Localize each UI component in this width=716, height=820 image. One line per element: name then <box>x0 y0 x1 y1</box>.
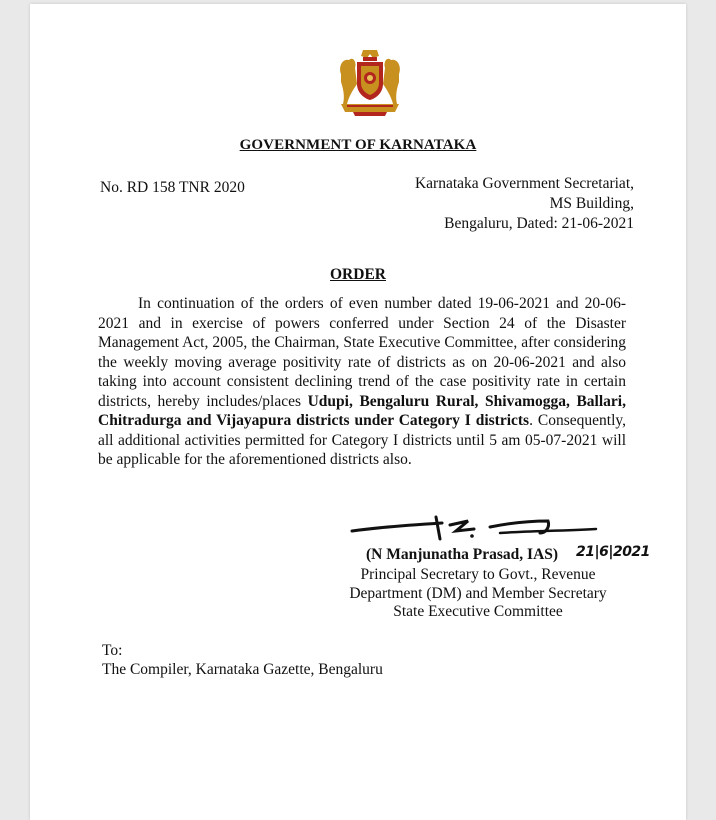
order-number: No. RD 158 TNR 2020 <box>100 179 245 196</box>
to-label: To: <box>102 642 123 659</box>
designation-line: Department (DM) and Member Secretary <box>349 584 607 602</box>
address-line: Karnataka Government Secretariat, <box>414 175 634 192</box>
signatory-designation <box>328 566 628 622</box>
recipient-block <box>102 641 383 679</box>
order-paragraph <box>98 294 626 470</box>
designation-line: Principal Secretary to Govt., Revenue <box>360 566 596 583</box>
order-text: In continuation of the orders of even number dated 19-06-2021 and 20-06-2021 and in exercise of powers conferred under Section 24 of the Disaster Management Act, 2005, the Chairman, State Executive Committee, after considering the weekly moving average positivity rate of districts as on 20-06-2021 and also taking into account consistent declining trend of the case positivity rate in certain districts, hereby includes/places <box>98 295 626 410</box>
handwritten-signature <box>350 509 600 549</box>
to-recipient: The Compiler, Karnataka Gazette, Bengaluru <box>102 661 383 678</box>
issuing-address <box>415 174 634 234</box>
signature-date: 21|6|2021 <box>576 544 650 560</box>
document-page <box>30 4 686 820</box>
dated-line: Bengaluru, Dated: 21-06-2021 <box>444 215 634 232</box>
designation-line: State Executive Committee <box>393 603 563 620</box>
order-heading: ORDER <box>330 266 386 283</box>
government-title: GOVERNMENT OF KARNATAKA <box>239 137 477 153</box>
signatory-name: (N Manjunatha Prasad, IAS) <box>366 546 559 563</box>
address-line: MS Building, <box>549 195 634 212</box>
karnataka-emblem-icon <box>333 44 407 118</box>
order-text-continued: . Consequently, all additional activities permitted for Category I districts until 5 am 05-07-2021 will be applicable for the aforementioned districts also. <box>98 412 626 468</box>
order-districts-bold: Udupi, Bengaluru Rural, Shivamogga, Ballari, Chitradurga and Vijayapura districts under Category I districts <box>98 392 626 429</box>
